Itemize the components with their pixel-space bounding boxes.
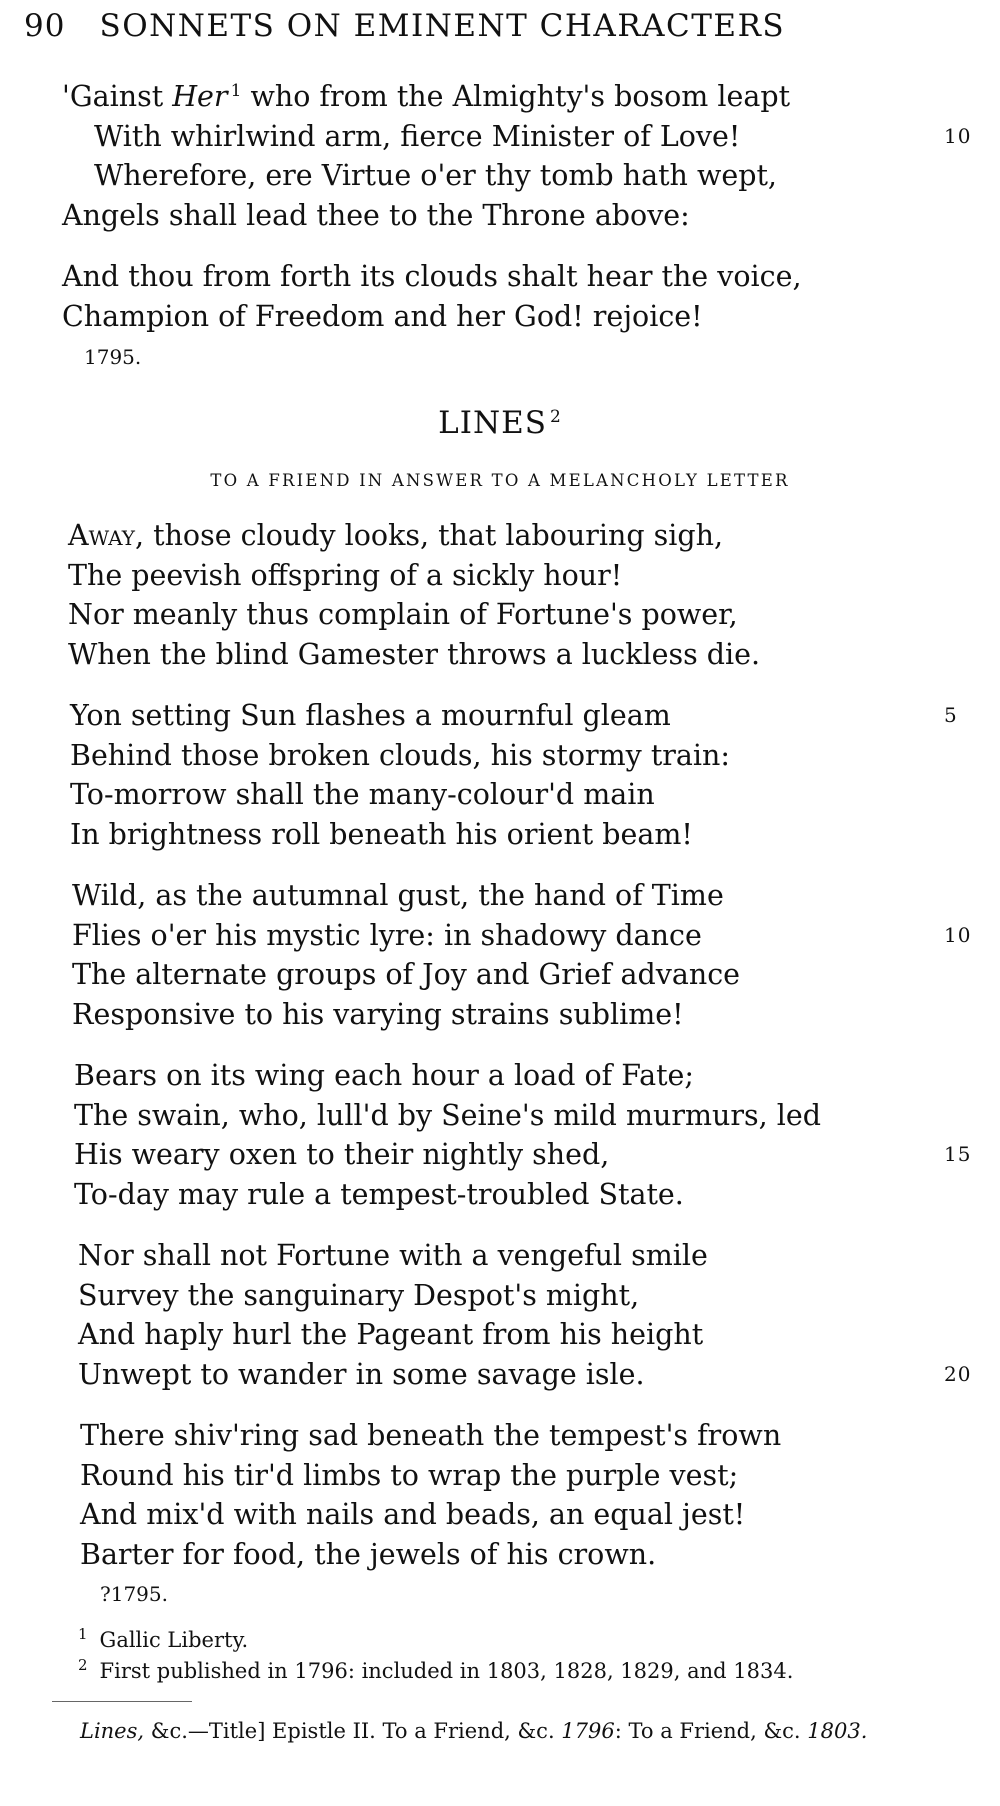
poem-line: The alternate groups of Joy and Grief advance: [72, 958, 741, 992]
footnote-1: $^1$ Gallic Liberty.: [78, 1625, 249, 1652]
poem-line: And mix'd with nails and beads, an equal jest!: [80, 1498, 746, 1532]
poem-stanza-5: [0, 1236, 1000, 1394]
poem-line: Survey the sanguinary Despot's might,: [78, 1278, 640, 1312]
poem-line: To-day may rule a tempest-troubled State.: [74, 1177, 684, 1211]
sonnet-stanza-2: [0, 257, 1000, 336]
emphasis-her: Her: [172, 80, 228, 113]
poem-line: Away, those cloudy looks, that labouring sigh,: [68, 519, 724, 552]
poem-line: Bears on its wing each hour a load of Fate;: [74, 1059, 695, 1092]
poem-line: Nor shall not Fortune with a vengeful smile: [78, 1239, 708, 1272]
poem-line: Wild, as the autumnal gust, the hand of Time: [72, 879, 724, 912]
poem-line: His weary oxen to their nightly shed, 15: [0, 1135, 1000, 1175]
poem-line: Nor meanly thus complain of Fortune's power,: [68, 598, 738, 632]
drop-initial: A: [68, 519, 89, 552]
poem-stanza-1: [0, 516, 1000, 674]
poem-line: And haply hurl the Pageant from his height: [78, 1318, 704, 1352]
sonnet-date: 1795.: [84, 345, 142, 369]
line-number: 15: [944, 1142, 972, 1167]
running-header: [24, 8, 785, 44]
poem-stanza-2: [0, 696, 1000, 854]
poem-line: Unwept to wander in some savage isle. 20: [0, 1355, 1000, 1395]
poem-stanza-4: [0, 1056, 1000, 1214]
footnote-2: $^2$ First published in 1796: included in 1803, 1828, 1829, and 1834.: [78, 1656, 794, 1683]
line-number: 20: [944, 1361, 972, 1386]
poem-line: When the blind Gamester throws a luckless die.: [68, 637, 761, 671]
poem-line: 'Gainst Her $^1$ who from the Almighty's bosom leapt: [62, 80, 791, 113]
poem-line: With whirlwind arm, fierce Minister of Love! 10: [0, 117, 1000, 157]
poem-date: ?1795.: [100, 1582, 168, 1606]
sonnet-stanza-1: [0, 77, 1000, 235]
footnote-ref: 1: [230, 80, 242, 101]
poem-line: To-morrow shall the many-colour'd main: [70, 778, 655, 812]
poem-line: Barter for food, the jewels of his crown.: [80, 1537, 657, 1571]
divider: [52, 1701, 192, 1702]
line-number: 10: [944, 123, 972, 148]
poem-line: Yon setting Sun flashes a mournful gleam 5: [0, 696, 1000, 736]
poem-stanza-6: [0, 1416, 1000, 1574]
poem-line: There shiv'ring sad beneath the tempest's frown: [80, 1419, 782, 1452]
footnote-ref: 2: [550, 406, 562, 427]
poem-line: Responsive to his varying strains sublime!: [72, 997, 684, 1031]
poem-line: Angels shall lead thee to the Throne above:: [62, 198, 690, 232]
line-number: 10: [944, 922, 972, 947]
poem-line: The swain, who, lull'd by Seine's mild murmurs, led: [74, 1098, 821, 1132]
poem-line: The peevish offspring of a sickly hour!: [68, 558, 623, 592]
textual-note: Lines, &c.—Title] Epistle II. To a Friend, &c. 1796: To a Friend, &c. 1803.: [80, 1719, 868, 1743]
running-title: SONNETS ON EMINENT CHARACTERS: [99, 8, 786, 44]
poem-line: Flies o'er his mystic lyre: in shadowy dance 10: [0, 916, 1000, 956]
line-number: 5: [944, 703, 958, 727]
poem-line: Wherefore, ere Virtue o'er thy tomb hath wept,: [94, 159, 777, 193]
poem-stanza-3: [0, 876, 1000, 1034]
poem-line: And thou from forth its clouds shalt hear the voice,: [62, 260, 802, 293]
poem-line: Behind those broken clouds, his stormy train:: [70, 738, 730, 772]
poem-line: Round his tir'd limbs to wrap the purple vest;: [80, 1458, 739, 1492]
poem-line: In brightness roll beneath his orient beam!: [70, 817, 693, 851]
poem-title: LINES $^2$: [438, 405, 562, 441]
poem-line: Champion of Freedom and her God! rejoice!: [62, 299, 703, 333]
page-number: 90: [24, 8, 66, 44]
poem-subtitle: TO A FRIEND IN ANSWER TO A MELANCHOLY LETTER: [210, 471, 790, 490]
